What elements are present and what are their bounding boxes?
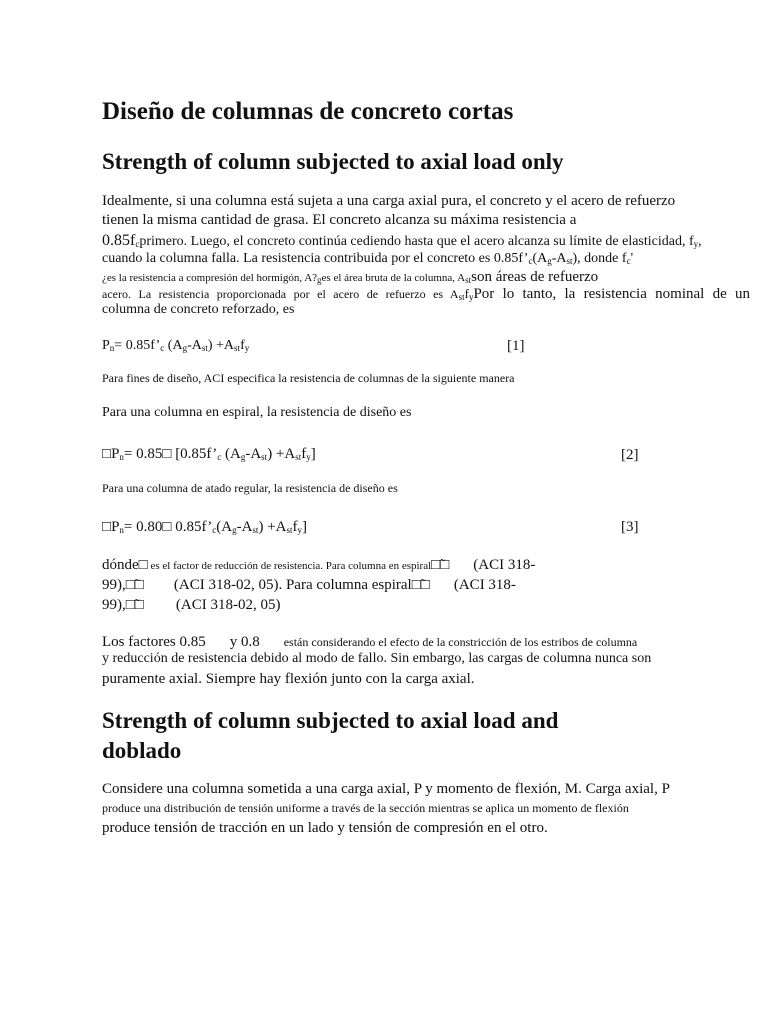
spiral-design-text: Para una columna en espiral, la resistencia de diseño es: [102, 405, 412, 420]
factors-line-1: Los factores 0.85 y 0.8 están considerando el efecto de la constricción de los estribos de columna: [102, 634, 638, 650]
equation-3: $□P_n=$ 0.80□ $0.85f’_c(A_g-A_{st}) +A_{st}f_y$]: [102, 519, 307, 535]
where-line-2: 99),□̃□ (ACI 318-02, 05). Para columna espiral□̃□ (ACI 318-: [102, 577, 516, 593]
phi-symbol: □: [162, 519, 172, 535]
where-line-1: dónde□ es el factor de reducción de resistencia. Para columna en espiral□̃□ (ACI 318-: [102, 557, 536, 573]
section-heading-axial-bending-line-1: Strength of column subjected to axial load and: [102, 708, 559, 733]
consider-line-3: produce tensión de tracción en un lado y tensión de compresión en el otro.: [102, 820, 548, 836]
equation-1-number: [1]: [507, 338, 525, 354]
section-heading-axial-only: Strength of column subjected to axial load only: [102, 149, 564, 174]
equation-3-number: [3]: [621, 519, 639, 535]
intro-line-3: $0.85f_cprimero$. Luego, el concreto continúa cediendo hasta que el acero alcanza su límite de elasticidad, $f_y$,: [102, 232, 702, 249]
phi-symbol: □̃□: [431, 557, 450, 573]
intro-line-2: tienen la misma cantidad de grasa. El concreto alcanza su máxima resistencia a: [102, 212, 577, 228]
factors-line-2: y reducción de resistencia debido al modo de fallo. Sin embargo, las cargas de columna nunca son: [102, 651, 652, 666]
consider-line-2: produce una distribución de tensión uniforme a través de la sección mientras se aplica un momento de flexión: [102, 801, 629, 815]
intro-line-1: Idealmente, si una columna está sujeta a una carga axial pura, el concreto y el acero de refuerzo: [102, 193, 676, 209]
aci-design-text: Para fines de diseño, ACI especifica la resistencia de columnas de la siguiente manera: [102, 371, 515, 385]
tied-design-text: Para una columna de atado regular, la resistencia de diseño es: [102, 481, 398, 495]
phi-symbol: □̃□: [125, 577, 144, 593]
intro-line-5: ¿es la resistencia a compresión del hormigón, $A?_ges$ el área bruta de la columna, $A_{st}son$ áreas de refuerzo: [102, 269, 599, 285]
phi-symbol: □̃□: [125, 597, 144, 613]
factors-line-3: puramente axial. Siempre hay flexión junto con la carga axial.: [102, 671, 475, 687]
section-heading-axial-bending-line-2: doblado: [102, 738, 182, 763]
where-line-3: 99),□̃□ (ACI 318-02, 05): [102, 597, 281, 613]
phi-symbol: □: [102, 446, 112, 462]
intro-line-6: acero. La resistencia proporcionada por el acero de refuerzo es $A_{st}f_yPor$ lo tanto, la resistencia nominal de un: [102, 286, 750, 302]
equation-1: $P_n=$ $0.85f’_c$ $(A_g-A_{st}) +A_{st}f_y$: [102, 338, 250, 353]
equation-2-number: [2]: [621, 447, 639, 463]
consider-line-1: Considere una columna sometida a una carga axial, P y momento de flexión, M. Carga axial, P: [102, 781, 670, 797]
phi-symbol: □: [162, 446, 172, 462]
document-title: Diseño de columnas de concreto cortas: [102, 98, 514, 125]
phi-symbol: □̃□: [411, 577, 430, 593]
equation-2: $□P_n=$ 0.85□ [$0.85f’_c$ $(A_g-A_{st}) +A_{st}f_y$]: [102, 446, 316, 462]
phi-symbol: □: [138, 557, 148, 573]
intro-line-4: cuando la columna falla. La resistencia contribuida por el concreto es $0.85f’_c(A_g-A_{st})$, donde $f_c'$: [102, 251, 634, 266]
phi-symbol: □: [102, 519, 112, 535]
intro-line-7: columna de concreto reforzado, es: [102, 302, 295, 317]
